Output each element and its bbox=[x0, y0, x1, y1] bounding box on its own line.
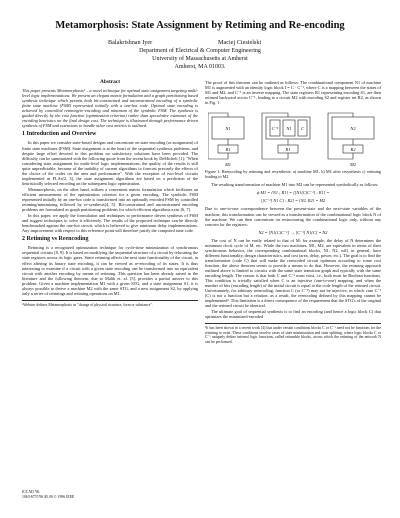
footnote: ¹Webster defines Metamorphosis as "change of physical structure, form or substance". bbox=[22, 300, 198, 308]
section-1-paragraph: In this paper we consider state-based designs and concentrate on state encoding (or assignment) of finite state machines (FSM). State assignment is at the heart of the sequential synthesis problems, and despite large effort devoted to this problem no satisfactory solutions have been provided. The difficulty can be summarized with the following quote from the recent book by DeMicheli [1]: "When considering state assignment for multi-level logic implementations, the quality of the results is still quite unpredictable, because of the inability of current algorithms to forecast precisely the effects of the choice of the codes on the area and performance". With the exception of two-level circuits implemented as PLAs[2, 3], the state assignment algorithms are based on a prediction of the heuristically selected encoding on the subsequent logic optimization. bbox=[22, 140, 198, 186]
label-m1: M1 bbox=[225, 162, 231, 168]
figure-1-caption: Figure 1: Reencoding by retiming and resynthesis: a) machine M1, b) M1 after resynthesis c) retiming leading to M2 bbox=[205, 169, 381, 180]
body-paragraph: Due to one-to-one correspondence between the present-state and the next-state variables of the machine, this transformation can be viewed as a transformation of the combinational logic block N of the machine. We can then concentrate on restructuring the combinational logic only, without any concern for the registers: bbox=[205, 206, 381, 227]
section-1-heading: 1 Introduction and Overview bbox=[22, 131, 97, 138]
section-2-heading: 2 Retiming vs Reencoding bbox=[22, 236, 89, 243]
affiliation-university: University of Massachusetts at Amherst bbox=[152, 56, 248, 62]
section-1-paragraph: Metamorphosis, on the other hand, utilizes a convenient matrix formulation which facilitates an efficient measurement of the optimization criterion for a given encoding. The symbolic FSM represented initially by an one-hot code is transformed into an optimally encoded FSM by controlled retiming/minimizing followed by re-synthesis[4, 5]. Bit-constrained and unconstrained encoding problems are formulated as graph partitioning problems for which efficient algorithms exist [6, 7]. bbox=[22, 186, 198, 213]
figure-1-diagram bbox=[208, 107, 378, 167]
label-m2: M2 bbox=[350, 162, 356, 168]
label-n1: N1 bbox=[225, 126, 231, 132]
right-column bbox=[205, 80, 381, 344]
author-1: Balakrishnan Iyer bbox=[108, 39, 153, 46]
footer-conference: ICCAD '96 bbox=[22, 490, 40, 494]
left-column bbox=[22, 80, 198, 307]
label-n2: N2 bbox=[350, 126, 356, 132]
label-r2: R2 bbox=[350, 147, 356, 153]
equation-2: N2 = [N1(C)C⁻¹] → [C⁻¹] N1(C] = N2 bbox=[258, 229, 328, 235]
affiliation-city: Amherst, MA 01003. bbox=[174, 64, 226, 70]
label-n1-b: N1 bbox=[286, 126, 292, 132]
body-paragraph: The resulting transformation of machine M1 into M2 can be represented symbolically as follows: bbox=[211, 182, 379, 188]
label-cinv: C⁻¹ bbox=[271, 126, 279, 132]
affiliation-dept: Department of Electrical & Computer Engineering bbox=[139, 48, 261, 54]
paper-title: Metamorphosis: State Assignment by Retiming and Re-encoding bbox=[55, 20, 345, 31]
figure-1 bbox=[208, 107, 378, 167]
footer-copyright: 1063-6757/96 $5.00 © 1996 IEEE bbox=[22, 494, 75, 499]
label-c: C bbox=[300, 126, 305, 132]
label-r1-b: R1 bbox=[285, 147, 291, 153]
abstract-text: This paper presents Metamorphosis¹ – a novel technique for optimal state assignment targeting multi-level logic implementations. We present an elegant matrix formulation and a graph partitioning based synthesis technique which permits both bit-constrained and unconstrained encoding of a symbolic finite state machine (FSM) represented initially with a one-hot code. Optimal state encoding is achieved by controlled retiming/re-encoding and minimum of the symbolic FSM. The synthesis is guided directly by the cost function (optimization criterion) rather than speculative estimates of the encoding heuristics on the final design cost. The technique is illustrated through performance driven synthesis of FSM and extensions to handle other cost metrics is outlined. bbox=[22, 88, 198, 129]
equation-1-cont: [[C⁻¹] N1 C] ; R2] = {N2, R2} = M2 bbox=[260, 198, 326, 204]
label-r1: R1 bbox=[225, 147, 231, 153]
equation-1: ψ M1 = {N1 ; R1} = [[N1(C)C⁻¹] ; R1] = bbox=[256, 190, 330, 196]
footnote-2: ²It has been shown in a recent work [4] that under certain conditions blocks C or C⁻¹ need not be functions for the retiming to exist. These conditions involve cases of state minimization and state splitting, where logic blocks C or C⁻¹ uniquely define internal logic functions, called retimable blocks, across which the retiming of the network N can be performed. bbox=[205, 323, 381, 344]
section-1-paragraph: In this paper, we apply the formulation and techniques to performance driven synthesis of FSM and suggest techniques to solve it efficiently. The results of the proposed technique can be directly benchmarked against the one-hot circuit, which is believed to give minimum delay implementations. Any improvement with respect to this reference point will therefore justify the computed state code. bbox=[22, 213, 198, 234]
body-paragraph: The ultimate goal of sequential synthesis is to find an encoding (and hence a logic block C) that optimizes the minimized-encoded bbox=[205, 309, 381, 320]
section-2-paragraph: Retiming is a recognized optimization technique for cycle-time minimization of synchronous sequential circuits [8, 9]. It is based on modifying the sequential structure of a circuit by relocating the state registers across its logic gates. Since retiming affects the next state functionality of the circuit, in effect altering its binary state encoding, it can be viewed as re-encoding of its states. It is thus interesting to examine if a circuit with a given state encoding can be transformed into an equivalent circuit with another encoding by means of retiming. This question has been already raised in the literature and the following theorem, due to Malik et. al. [5], provides a partial answer to this problem: Given a machine implementation M1 with a given STG, and a state assignment S1, it is always possible to derive a machine M2 with the same STG, and a new assignment S2, by applying only a series of retimings and retiming operations on M1. bbox=[22, 245, 199, 296]
abstract-heading: Abstract bbox=[99, 79, 121, 85]
author-2: Maciej Ciesielski bbox=[218, 39, 262, 46]
body-paragraph: The proof of this theorem can be outlined as follows: The combinational component N1 of machine M1 is augmented with an identity logic block I = C · C⁻¹, where C is a mapping between the states of M1 and M2, and C⁻¹ is an inverse mapping. The state registers R1 representing encoding S1, are then retimed backward across C⁻¹, leading to a circuit M2 with encoding S2 and register set R2, as shown in Fig. 1. bbox=[205, 80, 381, 106]
page-footer bbox=[22, 490, 74, 499]
body-paragraph: The cost of N can be easily related to that of M; for example, the delay of N determines the minimum clock cycle of M, etc. While the two machines, M1, M2, are equivalent in terms of their synchronous behavior, the corresponding combinational blocks, N1, N2, will, in general, have different functionality, design characteristics, and cost (area, delay, power, etc.). The goal is to find the transformation (code C) that will make the reencoded circuit optimum according to some cost function; the above theorem seems to provide a means to do that. However, the retiming approach outlined above is limited to circuits with the same state transition graph and typically with the same encoding length. The reason is that both C and C⁻¹ must exist, i.e., both must be Boolean functions. This condition is trivially satisfied when C is an injective (one-to-one) mapping, and when the number of bits (encoding length) of the initial circuit is equal to the code length of the retimed circuit. Unfortunately, for arbitrary reencoding, function C (or C⁻¹) may not be injective, in which case C⁻¹ (C) is not a function but a relation; as a result, the reencoding defined by this mapping cannot be implemented². This limitation is a direct consequence of the requirement that the STG's of the original and the retimed circuit be identical. bbox=[205, 237, 381, 309]
